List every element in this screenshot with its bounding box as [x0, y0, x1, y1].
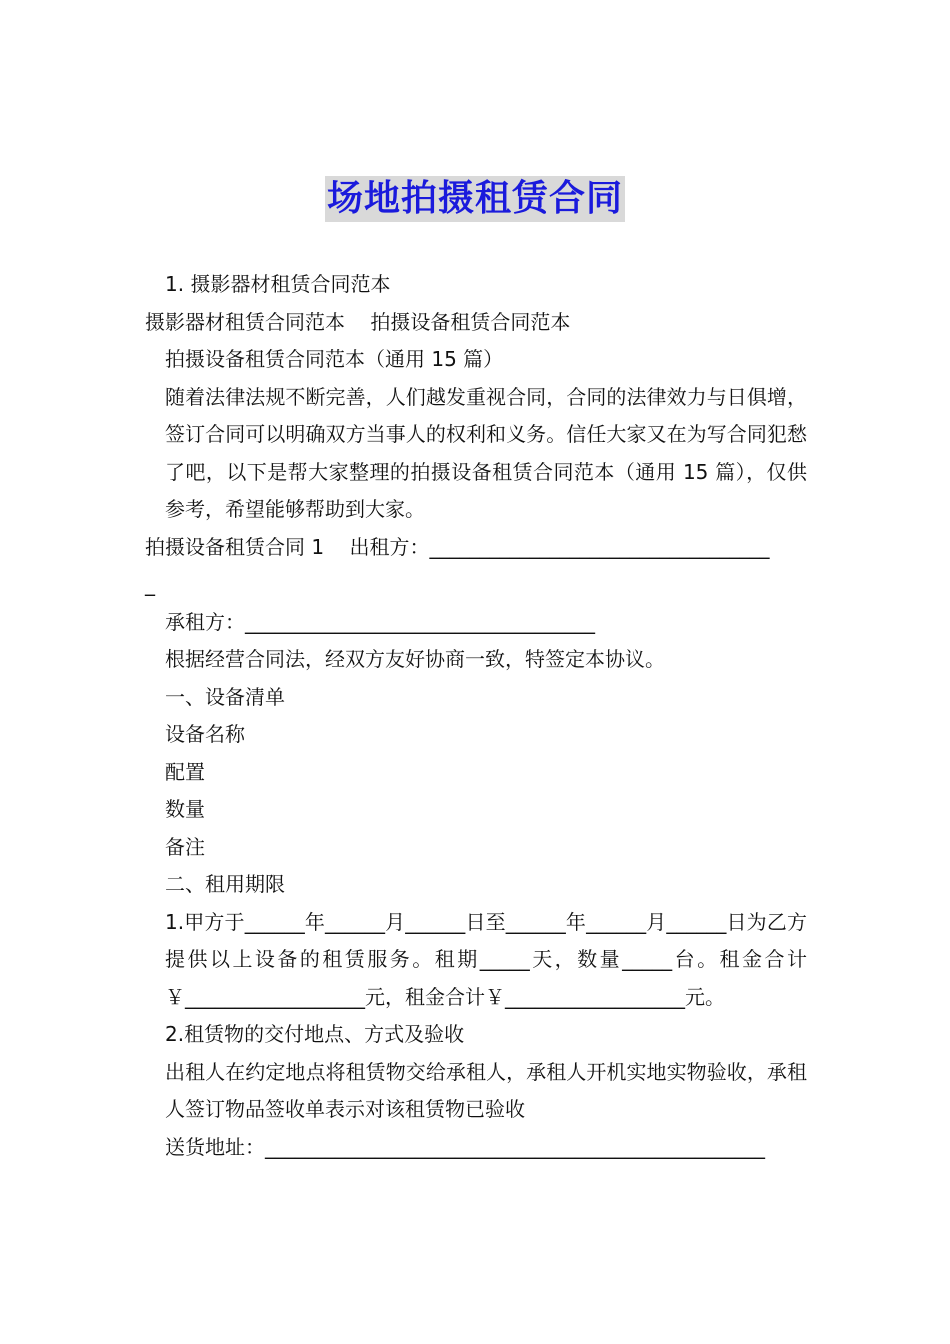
list-item: 数量 — [165, 797, 205, 821]
title-container — [0, 176, 950, 222]
document-body — [145, 266, 807, 1166]
delivery-paragraph: 出租人在约定地点将租赁物交给承租人，承租人开机实地实物验收，承租人签订物品签收单表示对该租赁物已验收 — [165, 1059, 807, 1121]
section-heading: 1. 摄影器材租赁合同范本 — [165, 272, 391, 296]
lease-term-paragraph: 1.甲方于______年______月______日至______年______月______日为乙方提供以上设备的租赁服务。租期_____天，数量_____台。租金合计￥__________________元，租金合计￥__________________元。 — [165, 909, 807, 1009]
lessor-line: 拍摄设备租赁合同 1 出租方：__________________________________ — [145, 534, 770, 559]
list-item: 配置 — [165, 759, 205, 784]
lessee-line: 承租方：___________________________________ — [165, 609, 595, 634]
lessor-line-continuation: _ — [145, 572, 155, 596]
delivery-address-line: 送货地址：__________________________________________________ — [165, 1134, 765, 1159]
list-item: 备注 — [165, 834, 205, 859]
paragraph: 根据经营合同法，经双方友好协商一致，特签定本协议。 — [165, 647, 665, 671]
document-title: 场地拍摄租赁合同 — [325, 176, 625, 222]
section-heading: 2.租赁物的交付地点、方式及验收 — [165, 1022, 465, 1046]
section-heading: 二、租用期限 — [165, 872, 285, 896]
paragraph: 摄影器材租赁合同范本 拍摄设备租赁合同范本 — [145, 309, 571, 334]
intro-paragraph: 随着法律法规不断完善，人们越发重视合同，合同的法律效力与日俱增，签订合同可以明确双方当事人的权利和义务。信任大家又在为写合同犯愁了吧，以下是帮大家整理的拍摄设备租赁合同范本（通用 15 篇），仅供参考，希望能够帮助到大家。 — [165, 384, 807, 521]
section-heading: 一、设备清单 — [165, 684, 285, 709]
paragraph: 拍摄设备租赁合同范本（通用 15 篇） — [165, 347, 504, 371]
list-item: 设备名称 — [165, 722, 245, 746]
